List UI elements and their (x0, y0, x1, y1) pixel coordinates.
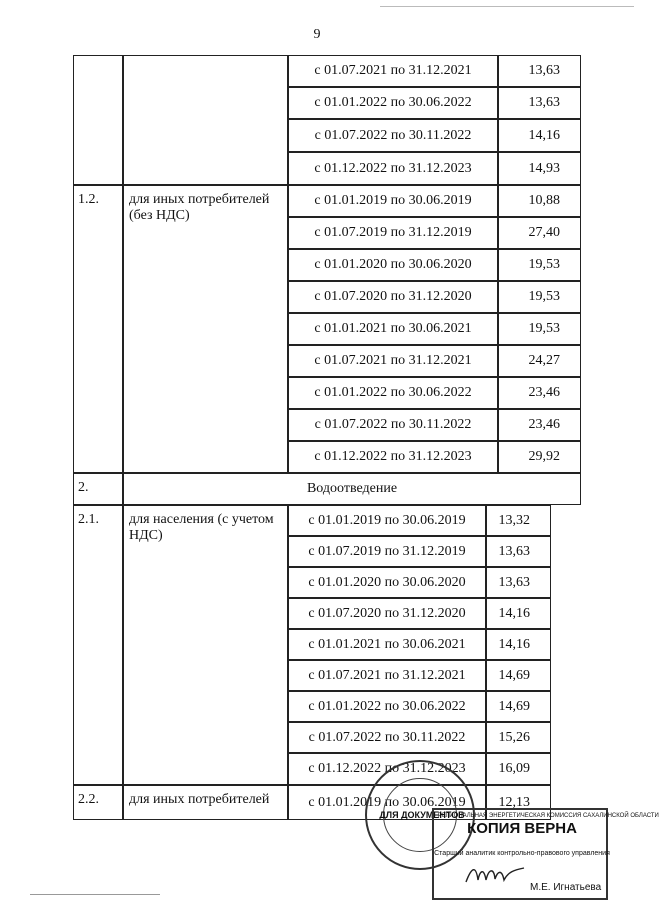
tariff-value-cell: 19,53 (498, 313, 581, 345)
period-cell: с 01.07.2020 по 31.12.2020 (288, 281, 498, 313)
tariff-value-cell: 14,16 (498, 119, 581, 152)
tariff-value-cell: 19,53 (498, 281, 581, 313)
period-cell: с 01.07.2021 по 31.12.2021 (288, 345, 498, 377)
tariff-value-cell: 23,46 (498, 377, 581, 409)
stamp-position: Старший аналитик контрольно-правового управления (434, 850, 610, 857)
seal-label: ДЛЯ ДОКУМЕНТОВ (379, 810, 465, 820)
tariff-value-cell: 14,69 (486, 660, 551, 691)
tariff-value-cell: 14,16 (486, 629, 551, 660)
tariff-value-cell: 14,69 (486, 691, 551, 722)
period-cell: с 01.07.2021 по 31.12.2021 (288, 55, 498, 87)
period-cell: с 01.07.2022 по 30.11.2022 (288, 119, 498, 152)
tariff-value-cell: 27,40 (498, 217, 581, 249)
footer-line (30, 894, 160, 895)
period-cell: с 01.01.2019 по 30.06.2019 (288, 505, 486, 536)
consumer-group-1-2: для иных потребителей (без НДС) (123, 185, 288, 473)
period-cell: с 01.01.2019 по 30.06.2019 (288, 185, 498, 217)
tariff-value-cell: 12,13 (486, 785, 551, 820)
period-cell: с 01.07.2021 по 31.12.2021 (288, 660, 486, 691)
period-cell: с 01.01.2021 по 30.06.2021 (288, 629, 486, 660)
tariff-value-cell: 13,63 (486, 567, 551, 598)
tariff-value-cell: 13,63 (486, 536, 551, 567)
consumer-group-2-2: для иных потребителей (123, 785, 288, 820)
table-row-name-cell (123, 55, 288, 185)
tariff-value-cell: 13,32 (486, 505, 551, 536)
tariff-value-cell: 10,88 (498, 185, 581, 217)
period-cell: с 01.12.2022 по 31.12.2023 (288, 152, 498, 185)
tariff-table (73, 55, 581, 820)
stamp-title: КОПИЯ ВЕРНА (467, 820, 577, 837)
stamp-header: РЕГИОНАЛЬНАЯ ЭНЕРГЕТИЧЕСКАЯ КОМИССИЯ САХАЛИНСКОЙ ОБЛАСТИ (438, 813, 659, 819)
period-cell: с 01.12.2022 по 31.12.2023 (288, 753, 486, 785)
period-cell: с 01.01.2020 по 30.06.2020 (288, 567, 486, 598)
period-cell: с 01.01.2022 по 30.06.2022 (288, 377, 498, 409)
handwritten-signature (464, 862, 526, 888)
row-number-2-2: 2.2. (73, 785, 123, 820)
period-cell: с 01.01.2022 по 30.06.2022 (288, 691, 486, 722)
tariff-value-cell: 13,63 (498, 55, 581, 87)
tariff-value-cell: 24,27 (498, 345, 581, 377)
period-cell: с 01.12.2022 по 31.12.2023 (288, 441, 498, 473)
period-cell: с 01.07.2019 по 31.12.2019 (288, 217, 498, 249)
tariff-value-cell: 23,46 (498, 409, 581, 441)
tariff-value-cell: 29,92 (498, 441, 581, 473)
row-number-2-1: 2.1. (73, 505, 123, 785)
period-cell: с 01.07.2019 по 31.12.2019 (288, 536, 486, 567)
top-edge-line (380, 6, 634, 7)
tariff-value-cell: 13,63 (498, 87, 581, 119)
tariff-value-cell: 15,26 (486, 722, 551, 753)
tariff-value-cell: 16,09 (486, 753, 551, 785)
period-cell: с 01.01.2022 по 30.06.2022 (288, 87, 498, 119)
period-cell: с 01.01.2020 по 30.06.2020 (288, 249, 498, 281)
period-cell: с 01.07.2022 по 30.11.2022 (288, 722, 486, 753)
period-cell: с 01.01.2021 по 30.06.2021 (288, 313, 498, 345)
tariff-value-cell: 14,16 (486, 598, 551, 629)
section-number-2: 2. (73, 473, 123, 505)
stamp-signer: М.Е. Игнатьева (530, 882, 602, 893)
tariff-value-cell: 19,53 (498, 249, 581, 281)
table-row-number-cell (73, 55, 123, 185)
row-number-1-2: 1.2. (73, 185, 123, 473)
tariff-value-cell: 14,93 (498, 152, 581, 185)
section-title-wastewater: Водоотведение (123, 473, 581, 505)
page-number: 9 (313, 27, 321, 42)
period-cell: с 01.01.2019 по 30.06.2019 (288, 785, 486, 820)
period-cell: с 01.07.2020 по 31.12.2020 (288, 598, 486, 629)
certified-copy-stamp (432, 808, 659, 900)
period-cell: с 01.07.2022 по 30.11.2022 (288, 409, 498, 441)
consumer-group-2-1: для населения (с учетом НДС) (123, 505, 288, 785)
